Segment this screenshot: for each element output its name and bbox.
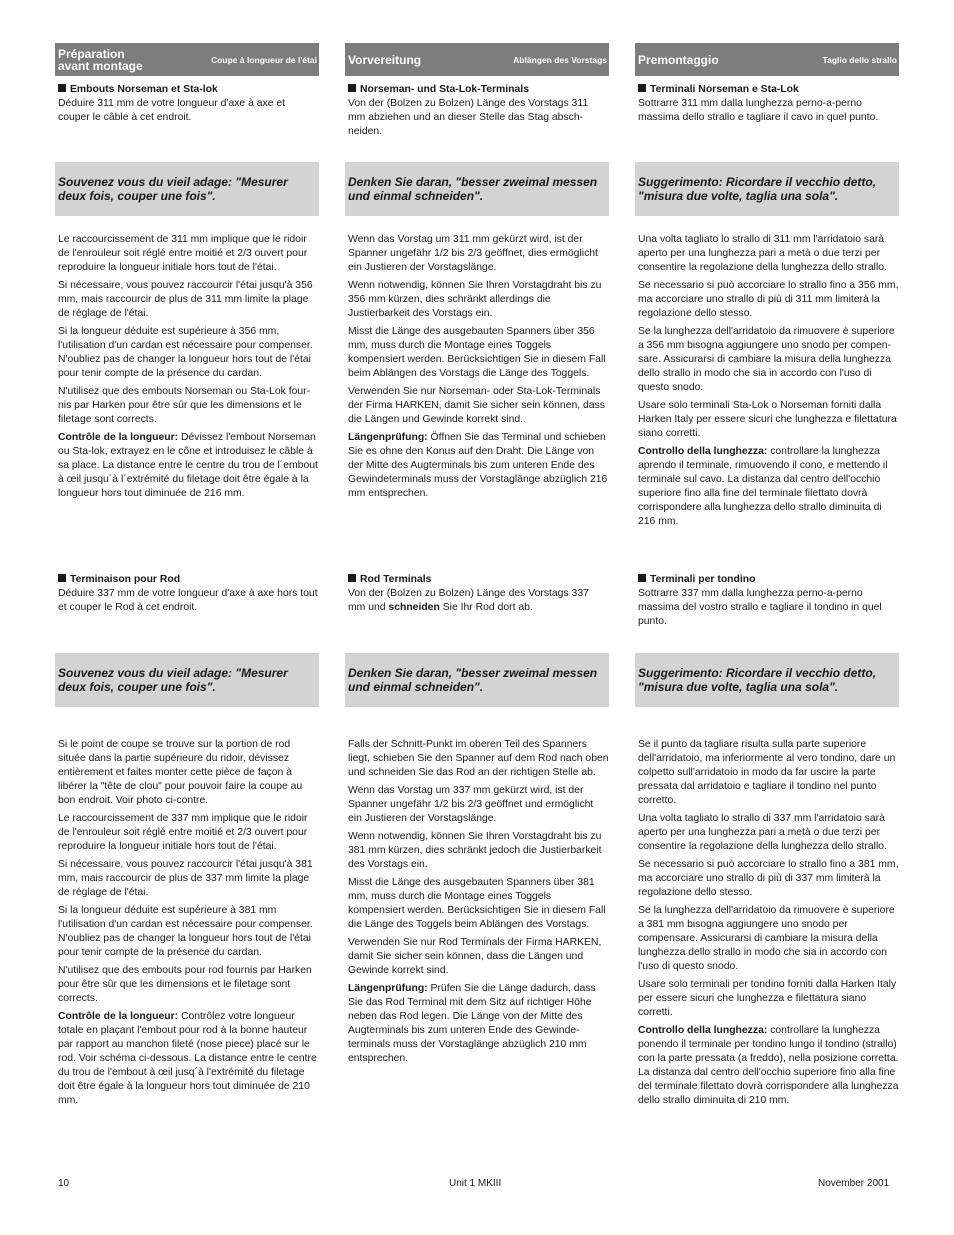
- paragraph: Se la lunghezza dell'arridatoio da rimuovere è superiore a 356 mm bisogna aggiungere uno snodo per compen-sare. Assicurarsi di cambiare la misura della lunghezza dello strallo in modo che sia in accordo con l'uso di questo snodo.: [638, 326, 895, 393]
- bullet-square-icon: [58, 574, 66, 582]
- section-fr-norseman: [58, 83, 318, 129]
- paragraph: Si nécessaire, vous pouvez raccourcir l'étai jusqu'à 356 mm, mais raccourcir de plus de 311 mm limite la plage de réglage de l'étai.: [58, 280, 313, 319]
- tip-box: Denken Sie daran, "besser zweimal messen und einmal schneiden".: [345, 162, 609, 216]
- section-intro: Von der (Bolzen zu Bolzen) Länge des Vorstags 311 mm abziehen und an dieser Stelle das Stag absch-neiden.: [348, 98, 589, 137]
- section-title: Norseman- und Sta-Lok-Terminals: [348, 83, 608, 97]
- section-it-norseman: [638, 83, 898, 129]
- paragraph: N'utilisez que des embouts Norseman ou Sta-Lok four-nis par Harken pour être sûr que les dimensions et le filetage sont corrects.: [58, 386, 311, 425]
- section-title: Terminali per tondino: [638, 573, 898, 587]
- length-check: Längenprüfung: Prüfen Sie die Länge dadurch, dass Sie das Rod Terminal mit dem Sitz auf richtiger Höhe neben das Rod legen. Die Länge von der Mitte des Augterminals bis zum unteren Ende des Gewinde-terminals muss der Vorstaglänge abzüglich 210 mm entsprechen.: [348, 983, 596, 1064]
- publication-date: November 2001: [818, 1178, 890, 1189]
- section-title: Terminaison pour Rod: [58, 573, 318, 587]
- section-it-norseman-body: [638, 233, 900, 533]
- header-title: Vorvereitung: [348, 52, 422, 67]
- paragraph: Le raccourcissement de 337 mm implique que le ridoir de l'enrouleur soit réglé entre moitié et 2/3 ouvert pour reproduire la longueur initiale hors tout de l'étai.: [58, 813, 308, 852]
- section-intro: Sottrarre 311 mm dalla lunghezza perno-a-perno massima dello strallo e tagliare il cavo in quel punto.: [638, 98, 879, 123]
- header-subtitle: Coupe à longueur de l'étai: [211, 54, 317, 65]
- header-title: Préparation avant montage: [58, 46, 143, 73]
- page-number: 10: [58, 1178, 70, 1189]
- paragraph: Si nécessaire, vous pouvez raccourcir l'étai jusqu'à 381 mm, mais raccourcir de plus de 337 mm limite la plage de réglage de l'étai.: [58, 859, 313, 898]
- paragraph: Se il punto da tagliare risulta sulla parte superiore dell'arridatoio, ma inferiormente al vero tondino, dare un colpetto sull'arridatoio in modo da far uscire la parte pressata dal arridatoio e tagliare il tondino nel punto corretto.: [638, 739, 896, 806]
- header-subtitle: Ablängen des Vorstags: [513, 54, 607, 65]
- paragraph: N'utilisez que des embouts pour rod fournis par Harken pour être sûr que les dimensions et le filetage sont corrects.: [58, 965, 312, 1004]
- section-de-norseman: [348, 83, 608, 143]
- bullet-square-icon: [638, 84, 646, 92]
- section-fr-rod-body: [58, 738, 320, 1112]
- paragraph: Si la longueur déduite est supérieure à 356 mm, l'utilisation d'un cardan est nécessaire pour compenser. N'oubliez pas de changer la longueur hors tout de l'étai pour tenir compte de la présence du cardan.: [58, 326, 313, 379]
- length-check: Contrôle de la longueur: Contrôlez votre longueur totale en plaçant l'embout pour rod à la bonne hauteur par rapport au manchon fileté (nose piece) placé sur le rod. Voir schéma ci-dessous. La distance entre le centre du trou de l'embout à œil jusq´à l'extrémité du filetage doit être égale à la longueur hors tout diminuée de 210 mm.: [58, 1011, 317, 1106]
- section-de-rod-body: [348, 738, 610, 1070]
- section-it-rod: [638, 573, 898, 633]
- header-italian: [635, 43, 899, 76]
- length-check: Längenprüfung: Öffnen Sie das Terminal und schieben Sie es ohne den Konus auf den Draht. Die Länge von der Mitte des Augterminals bis zum unteren Ende des Gewindeterminals muss der Vorstaglänge abzüglich 216 mm entsprechen.: [348, 432, 608, 499]
- paragraph: Misst die Länge des ausgebauten Spanners über 356 mm, muss durch die Montage eines Toggels kompensiert werden. Berücksichtigen Sie in diesem Fall beim Ablängen des Vorstags die Länge des Toggels.: [348, 326, 606, 379]
- paragraph: Usare solo terminali Sta-Lok o Norseman forniti dalla Harken Italy per essere sicuri che lunghezza e filettatura siano corretti.: [638, 400, 897, 439]
- paragraph: Una volta tagliato lo strallo di 337 mm l'arridatoio sarà aperto per una lunghezza pari a metà o due terzi per consentire la regolazione della lunghezza dello strallo.: [638, 813, 887, 852]
- paragraph: Si la longueur déduite est supérieure à 381 mm l'utilisation d'un cardan est nécessaire pour compenser. N'oubliez pas de changer la longueur hors tout de l'étai pour tenir compte de la présence du cardan.: [58, 905, 313, 958]
- header-french: [55, 43, 319, 76]
- section-intro: Von der (Bolzen zu Bolzen) Länge des Vorstags 337 mm und schneiden Sie Ihr Rod dort ab.: [348, 588, 589, 613]
- paragraph: Usare solo terminali per tondino forniti dalla Harken Italy per essere sicuri che lunghezza e filettatura siano corretti.: [638, 979, 897, 1018]
- tip-box: Souvenez vous du vieil adage: "Mesurer deux fois, couper une fois".: [55, 162, 319, 216]
- section-intro: Sottrarre 337 mm dalla lunghezza perno-a-perno massima del vostro strallo e tagliare il tondino in quel punto.: [638, 588, 882, 627]
- paragraph: Falls der Schnitt-Punkt im oberen Teil des Spanners liegt, schieben Sie den Spanner auf dem Rod nach oben und schneiden Sie das Rod an der richtigen Stelle ab.: [348, 739, 609, 778]
- paragraph: Wenn das Vorstag um 311 mm gekürzt wird, ist der Spanner ungefähr 1/2 bis 2/3 geöffnet, dies ermöglicht ein Justieren der Vorstagslänge.: [348, 234, 598, 273]
- paragraph: Wenn notwendig, können Sie Ihren Vorstagdraht bis zu 381 mm kürzen, dies schränkt jedoch die Justierbarkeit des Vorstags ein.: [348, 831, 602, 870]
- header-subtitle: Taglio dello strallo: [822, 54, 897, 65]
- paragraph: Si le point de coupe se trouve sur la portion de rod située dans la partie supérieure du ridoir, dévissez entièrement et faites monter cette pièce de façon à libérer la "tête de clou" pour pouvoir faire la coupe au bon endroit. Voir photo ci-contre.: [58, 739, 303, 806]
- section-title: Rod Terminals: [348, 573, 608, 587]
- paragraph: Se necessario si può accorciare lo strallo fino a 381 mm, ma accorciare uno strallo di più di 337 mm limiterà la regolazione dello stesso.: [638, 859, 899, 898]
- paragraph: Misst die Länge des ausgebauten Spanners über 381 mm, muss durch die Montage eines Toggels kompensiert werden. Berücksichtigen Sie in diesem Fall die Länge des Toggels beim Ablängen des Vorstags.: [348, 877, 606, 930]
- paragraph: Se necessario si può accorciare lo strallo fino a 356 mm, ma accorciare uno strallo di più di 311 mm limiterà la regolazione dello stesso.: [638, 280, 899, 319]
- section-intro: Déduire 311 mm de votre longueur d'axe à axe et couper le câble à cet endroit.: [58, 98, 286, 123]
- header-german: [345, 43, 609, 76]
- bullet-square-icon: [638, 574, 646, 582]
- length-check: Contrôle de la longueur: Dévissez l'embout Norseman ou Sta-lok, extrayez en le cône et introduisez le câble à sa place. La distance entre le centre du trou de l´embout à œil jusqu´à l´extrémité du filetage doit être égale à la longueur hors tout diminuée de 216 mm.: [58, 432, 318, 499]
- section-title: Embouts Norseman et Sta-lok: [58, 83, 318, 97]
- length-check: Controllo della lunghezza: controllare la lunghezza ponendo il terminale per tondino lungo il tondino (strallo) con la parte pressata (a freddo), nella posizione corretta. La distanza dal centro dell'occhio superiore fino alla fine del terminale filettato dovrà corrispondere alla lunghezza dello strallo diminuita di 210 mm.: [638, 1025, 899, 1106]
- paragraph: Se la lunghezza dell'arridatoio da rimuovere è superiore a 381 mm bisogna aggiungere uno snodo per compensare. Assicurarsi di cambiare la misura della lunghezza dello strallo in modo che sia in accordo con l'uso di questo snodo.: [638, 905, 895, 972]
- section-de-rod: [348, 573, 608, 619]
- bullet-square-icon: [348, 574, 356, 582]
- section-fr-norseman-body: [58, 233, 320, 505]
- unit-label: Unit 1 MKIII: [449, 1178, 502, 1189]
- section-it-rod-body: [638, 738, 900, 1112]
- section-de-norseman-body: [348, 233, 610, 505]
- section-title: Terminali Norseman e Sta-Lok: [638, 83, 898, 97]
- paragraph: Wenn das Vorstag um 337 mm gekürzt wird, ist der Spanner ungefähr 1/2 bis 2/3 geöffnet und ermöglicht ein Justieren der Vorstagslänge.: [348, 785, 594, 824]
- bullet-square-icon: [58, 84, 66, 92]
- section-fr-rod: [58, 573, 318, 619]
- tip-box: Suggerimento: Ricordare il vecchio detto, "misura due volte, taglia una sola".: [635, 162, 899, 216]
- tip-box: Souvenez vous du vieil adage: "Mesurer deux fois, couper une fois".: [55, 653, 319, 707]
- paragraph: Una volta tagliato lo strallo di 311 mm l'arridatoio sarà aperto per una lunghezza pari a metà o due terzi per consentire la regolazione della lunghezza dello strallo.: [638, 234, 887, 273]
- length-check: Controllo della lunghezza: controllare la lunghezza aprendo il terminale, rimuovendo il cono, e mettendo il terminale sul cavo. La distanza dal centro dell'occhio superiore fino alla fine del terminale filettato dovrà corrispondere alla lunghezza dello strallo diminuita di 216 mm.: [638, 446, 888, 527]
- header-title: Premontaggio: [638, 52, 719, 67]
- bullet-square-icon: [348, 84, 356, 92]
- paragraph: Wenn notwendig, können Sie Ihren Vorstagdraht bis zu 356 mm kürzen, dies schränkt allerdings die Justierbarkeit des Vorstags ein.: [348, 280, 602, 319]
- paragraph: Verwenden Sie nur Rod Terminals der Firma HARKEN, damit Sie sicher sein können, dass die Längen und Gewinde korrekt sind.: [348, 937, 602, 976]
- tip-box: Denken Sie daran, "besser zweimal messen und einmal schneiden".: [345, 653, 609, 707]
- paragraph: Verwenden Sie nur Norseman- oder Sta-Lok-Terminals der Firma HARKEN, damit Sie sicher sein können, dass die Längen und Gewinde korrekt sind.: [348, 386, 605, 425]
- tip-box: Suggerimento: Ricordare il vecchio detto, "misura due volte, taglia una sola".: [635, 653, 899, 707]
- paragraph: Le raccourcissement de 311 mm implique que le ridoir de l'enrouleur soit réglé entre moitié et 2/3 ouvert pour reproduire la longueur initiale hors tout de l'étai.: [58, 234, 308, 273]
- section-intro: Déduire 337 mm de votre longueur d'axe à axe hors tout et couper le Rod à cet endroit.: [58, 588, 318, 613]
